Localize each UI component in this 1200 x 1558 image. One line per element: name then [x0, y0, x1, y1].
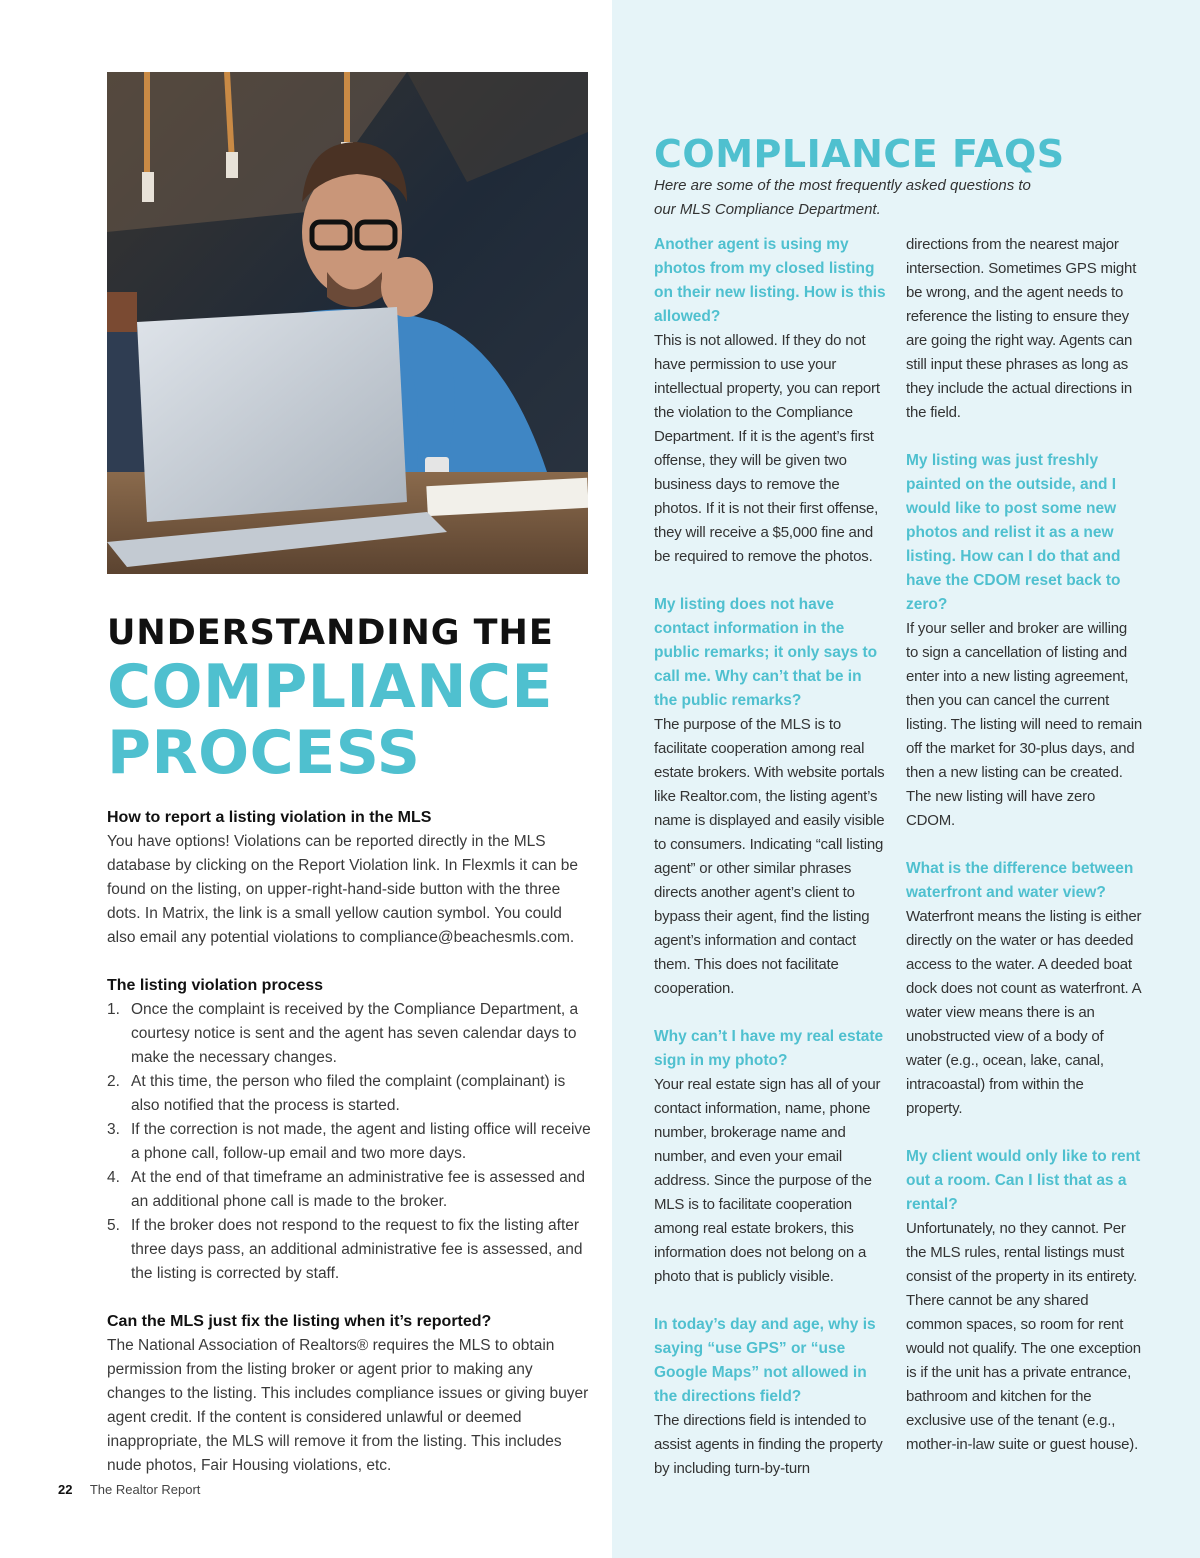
faq-answer: Waterfront means the listing is either directly on the water or has deeded access to the water. A deeded boat dock does not count as waterfront. A water view means there is an unobstructed view of a body of water (e.g., ocean, lake, canal, intracoastal) from within the property.: [906, 908, 1142, 1117]
man-at-laptop-photo: [107, 72, 588, 574]
faq-question: My listing does not have contact information in the public remarks; it only says to call me. Why can’t that be in the public remarks?: [654, 596, 878, 709]
faq-column-2: [906, 233, 1142, 1481]
faq-item: [654, 233, 886, 569]
headline-line-2: COMPLIANCE: [107, 652, 553, 722]
faq-question: What is the difference between waterfront and water view?: [906, 860, 1134, 901]
faq-answer: If your seller and broker are willing to sign a cancellation of listing and enter into a new listing agreement, then you can cancel the current listing. The listing will need to remain off the market for 30-plus days, and then a new listing can be created. The new listing will have zero CDOM.: [906, 620, 1143, 829]
headline-line-1: UNDERSTANDING THE: [107, 613, 554, 653]
faq-question: My client would only like to rent out a room. Can I list that as a rental?: [906, 1148, 1141, 1213]
faq-answer: This is not allowed. If they do not have permission to use your intellectual property, you can report the violation to the Compliance Department. If it is the agent’s first offense, they will be given two business days to remove the photos. If it is not their first offense, they will receive a $5,000 fine and be required to remove the photos.: [654, 332, 880, 565]
faq-question: Another agent is using my photos from my closed listing on their new listing. How is this allowed?: [654, 236, 886, 325]
faq-question: My listing was just freshly painted on the outside, and I would like to post some new photos and relist it as a new listing. How can I do that and have the CDOM reset back to zero?: [906, 452, 1121, 613]
faq-item: [906, 1145, 1142, 1457]
publication-name: The Realtor Report: [89, 1482, 201, 1497]
page-number: 22: [58, 1482, 73, 1497]
process-step: 1. Once the complaint is received by the Compliance Department, a courtesy notice is sent and the agent has seven calendar days to make the necessary changes.: [107, 1001, 579, 1066]
faq-item: [654, 593, 886, 1001]
process-step: 4. At the end of that timeframe an administrative fee is assessed and an additional phone call is made to the broker.: [107, 1169, 586, 1210]
faq-answer: The purpose of the MLS is to facilitate cooperation among real estate brokers. With website portals like Realtor.com, the listing agent’s name is displayed and easily visible to consumers. Indicating “call listing agent” or other similar phrases directs another agent’s client to bypass their agent, find the listing agent’s information and contact them. This does not facilitate cooperation.: [654, 716, 885, 997]
faq-item: [906, 449, 1142, 833]
process-steps-list: [107, 998, 592, 1286]
fix-heading: Can the MLS just fix the listing when it’s reported?: [107, 1313, 492, 1330]
process-heading: The listing violation process: [107, 977, 324, 994]
process-step: 5. If the broker does not respond to the request to fix the listing after three days pass, an additional administrative fee is assessed, and the listing is corrected by staff.: [107, 1217, 583, 1282]
faq-question: In today’s day and age, why is saying “use GPS” or “use Google Maps” not allowed in the directions field?: [654, 1316, 876, 1405]
report-body: You have options! Violations can be reported directly in the MLS database by clicking on the Report Violation link. In Flexmls it can be found on the listing, on upper-right-hand-side button with the three dots. In Matrix, the link is a small yellow caution symbol. You could also email any potential violations to compliance@beachesmls.com.: [107, 833, 578, 946]
faq-item: [654, 1313, 886, 1481]
fix-section: [107, 1310, 592, 1478]
faq-title: COMPLIANCE FAQS: [654, 132, 1065, 176]
faq-intro: Here are some of the most frequently asked questions to our MLS Compliance Department.: [654, 177, 1031, 218]
faq-answer: Unfortunately, no they cannot. Per the MLS rules, rental listings must consist of the property in its entirety. There cannot be any shared common spaces, so room for rent would not qualify. The one exception is if the unit has a private entrance, bathroom and kitchen for the exclusive use of the tenant (e.g., mother-in-law suite or guest house).: [906, 1220, 1141, 1453]
faq-column-1: [654, 233, 886, 1505]
article-headline: [107, 612, 597, 786]
report-heading: How to report a listing violation in the MLS: [107, 809, 432, 826]
process-step: 3. If the correction is not made, the agent and listing office will receive a phone call, follow-up email and two more days.: [107, 1121, 591, 1162]
headline-line-3: PROCESS: [107, 718, 421, 788]
process-section: [107, 974, 592, 1286]
page-footer: [58, 1482, 200, 1497]
faq-item: [906, 857, 1142, 1121]
faq-answer: Your real estate sign has all of your contact information, name, phone number, brokerage name and number, and even your email address. Since the purpose of the MLS is to facilitate cooperation among real estate brokers, this information does not belong on a photo that is publicly visible.: [654, 1076, 881, 1285]
report-section: [107, 806, 592, 950]
faq-question: Why can’t I have my real estate sign in my photo?: [654, 1028, 884, 1069]
faq-answer-continued: directions from the nearest major intersection. Sometimes GPS might be wrong, and the agent needs to reference the listing to ensure they are going the right way. Agents can still input these phrases as long as they include the actual directions in the field.: [906, 236, 1137, 421]
faq-answer: The directions field is intended to assist agents in finding the property by including turn-by-turn: [654, 1412, 883, 1477]
fix-body: The National Association of Realtors® requires the MLS to obtain permission from the listing broker or agent prior to making any changes to the listing. This includes compliance issues or giving buyer agent credit. If the content is considered unlawful or deemed inappropriate, the MLS will remove it from the listing. This includes nude photos, Fair Housing violations, etc.: [107, 1337, 589, 1474]
left-article-body: [107, 806, 592, 1502]
process-step: 2. At this time, the person who filed the complaint (complainant) is also notified that the process is started.: [107, 1073, 566, 1114]
faq-item: [654, 1025, 886, 1289]
